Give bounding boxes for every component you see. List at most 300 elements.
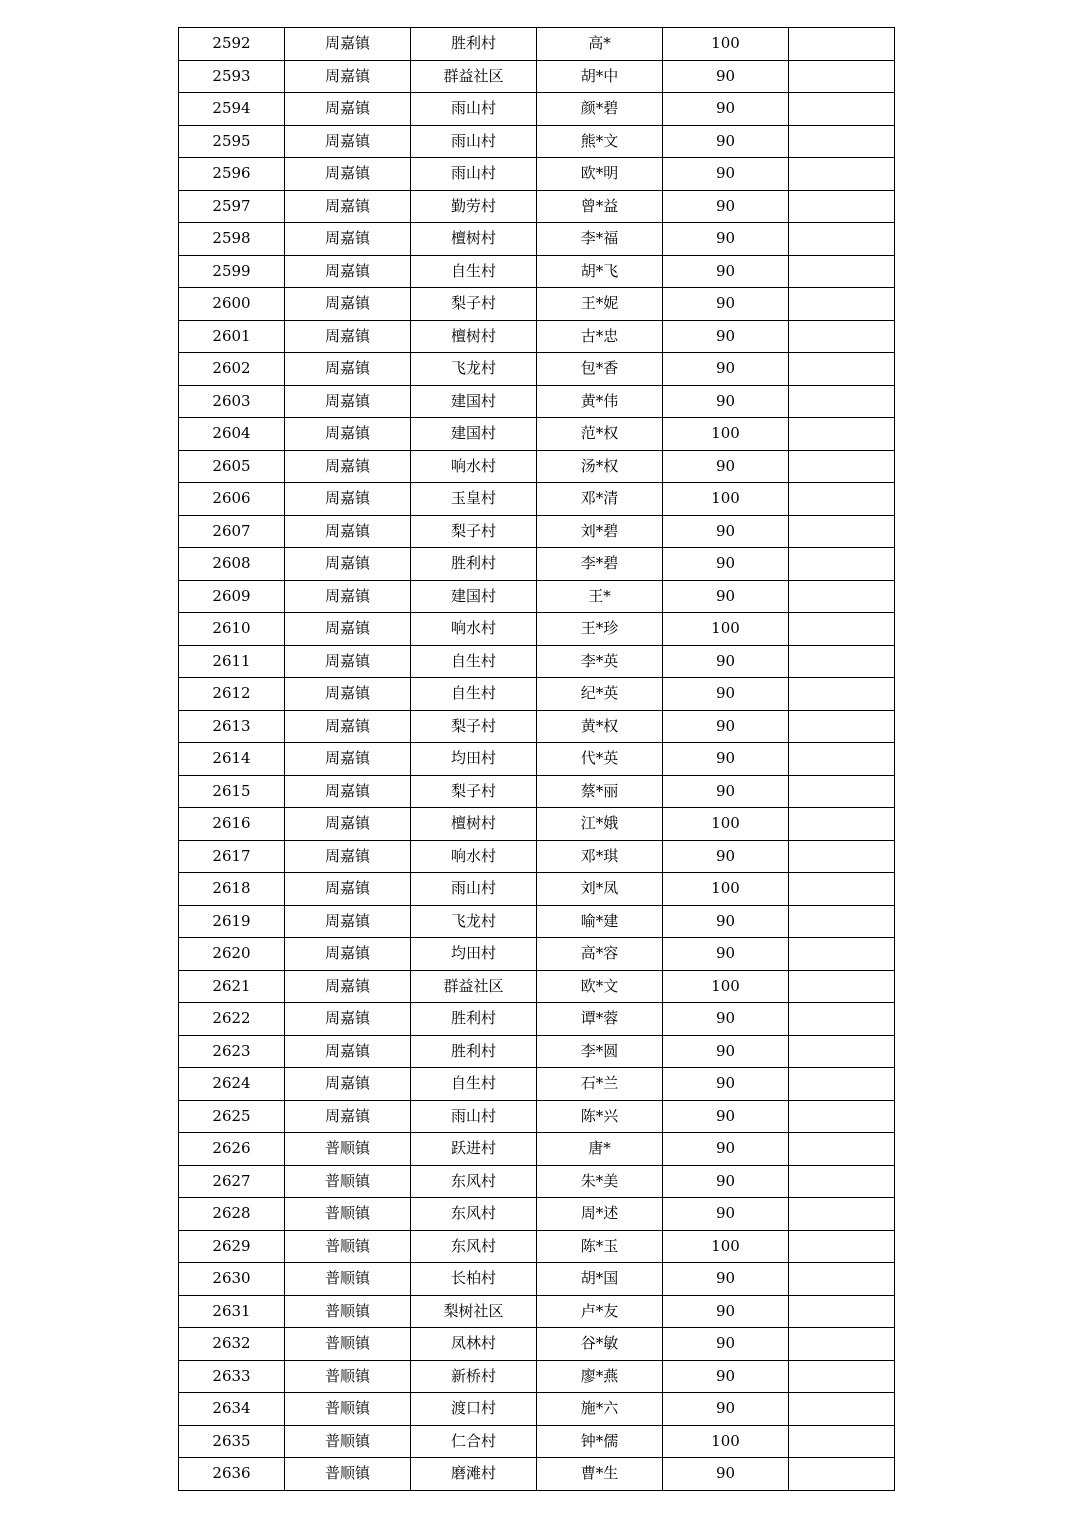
cell-village: 梨子村	[411, 710, 537, 743]
cell-number: 2619	[179, 905, 285, 938]
cell-amount: 100	[663, 483, 789, 516]
cell-number: 2617	[179, 840, 285, 873]
cell-amount: 90	[663, 515, 789, 548]
cell-village: 东风村	[411, 1198, 537, 1231]
table-row	[179, 1198, 895, 1231]
cell-name: 李*福	[537, 223, 663, 256]
cell-village: 胜利村	[411, 548, 537, 581]
cell-number: 2621	[179, 970, 285, 1003]
cell-note	[789, 938, 895, 971]
cell-note	[789, 1133, 895, 1166]
cell-name: 代*英	[537, 743, 663, 776]
cell-amount: 90	[663, 158, 789, 191]
table-row	[179, 808, 895, 841]
cell-number: 2624	[179, 1068, 285, 1101]
cell-town: 周嘉镇	[285, 255, 411, 288]
cell-amount: 90	[663, 1003, 789, 1036]
cell-number: 2630	[179, 1263, 285, 1296]
cell-town: 普顺镇	[285, 1295, 411, 1328]
cell-name: 古*忠	[537, 320, 663, 353]
cell-town: 普顺镇	[285, 1230, 411, 1263]
cell-note	[789, 1068, 895, 1101]
cell-amount: 90	[663, 1458, 789, 1491]
cell-note	[789, 450, 895, 483]
cell-name: 颜*碧	[537, 93, 663, 126]
cell-town: 周嘉镇	[285, 223, 411, 256]
table-row	[179, 743, 895, 776]
cell-name: 谷*敏	[537, 1328, 663, 1361]
cell-note	[789, 353, 895, 386]
cell-amount: 90	[663, 190, 789, 223]
cell-number: 2611	[179, 645, 285, 678]
cell-number: 2625	[179, 1100, 285, 1133]
table-row	[179, 1360, 895, 1393]
cell-amount: 90	[663, 743, 789, 776]
cell-amount: 90	[663, 840, 789, 873]
cell-note	[789, 1393, 895, 1426]
table-row	[179, 1328, 895, 1361]
cell-note	[789, 1003, 895, 1036]
cell-village: 雨山村	[411, 158, 537, 191]
cell-number: 2632	[179, 1328, 285, 1361]
cell-name: 刘*凤	[537, 873, 663, 906]
table-row	[179, 93, 895, 126]
cell-village: 建国村	[411, 385, 537, 418]
cell-number: 2597	[179, 190, 285, 223]
cell-amount: 100	[663, 1230, 789, 1263]
cell-name: 唐*	[537, 1133, 663, 1166]
cell-amount: 90	[663, 60, 789, 93]
cell-number: 2596	[179, 158, 285, 191]
table-body	[179, 28, 895, 1491]
cell-number: 2631	[179, 1295, 285, 1328]
cell-town: 周嘉镇	[285, 678, 411, 711]
table-row	[179, 320, 895, 353]
cell-note	[789, 190, 895, 223]
cell-amount: 90	[663, 1198, 789, 1231]
cell-note	[789, 1165, 895, 1198]
table-row	[179, 1425, 895, 1458]
cell-note	[789, 613, 895, 646]
cell-name: 王*珍	[537, 613, 663, 646]
cell-note	[789, 28, 895, 61]
cell-amount: 90	[663, 580, 789, 613]
table-row	[179, 1263, 895, 1296]
cell-amount: 90	[663, 288, 789, 321]
cell-number: 2604	[179, 418, 285, 451]
cell-town: 周嘉镇	[285, 1035, 411, 1068]
table-row	[179, 1068, 895, 1101]
table-row	[179, 385, 895, 418]
cell-village: 胜利村	[411, 28, 537, 61]
subsidy-list-table	[178, 27, 895, 1491]
cell-village: 东风村	[411, 1230, 537, 1263]
cell-name: 陈*玉	[537, 1230, 663, 1263]
cell-amount: 100	[663, 418, 789, 451]
cell-name: 谭*蓉	[537, 1003, 663, 1036]
cell-town: 周嘉镇	[285, 288, 411, 321]
cell-village: 均田村	[411, 938, 537, 971]
cell-name: 胡*中	[537, 60, 663, 93]
cell-number: 2603	[179, 385, 285, 418]
cell-town: 周嘉镇	[285, 60, 411, 93]
cell-number: 2618	[179, 873, 285, 906]
cell-amount: 90	[663, 1393, 789, 1426]
cell-note	[789, 548, 895, 581]
cell-note	[789, 775, 895, 808]
cell-amount: 90	[663, 548, 789, 581]
cell-town: 周嘉镇	[285, 320, 411, 353]
cell-note	[789, 970, 895, 1003]
table-row	[179, 223, 895, 256]
cell-town: 周嘉镇	[285, 28, 411, 61]
cell-amount: 90	[663, 1165, 789, 1198]
cell-note	[789, 808, 895, 841]
cell-village: 胜利村	[411, 1035, 537, 1068]
cell-village: 仁合村	[411, 1425, 537, 1458]
table-row	[179, 515, 895, 548]
cell-town: 周嘉镇	[285, 808, 411, 841]
table-row	[179, 125, 895, 158]
cell-town: 普顺镇	[285, 1393, 411, 1426]
cell-village: 胜利村	[411, 1003, 537, 1036]
cell-town: 普顺镇	[285, 1198, 411, 1231]
cell-town: 周嘉镇	[285, 515, 411, 548]
cell-amount: 90	[663, 1328, 789, 1361]
cell-name: 喻*建	[537, 905, 663, 938]
table-row	[179, 1230, 895, 1263]
cell-name: 陈*兴	[537, 1100, 663, 1133]
cell-village: 磨滩村	[411, 1458, 537, 1491]
cell-amount: 90	[663, 353, 789, 386]
cell-town: 周嘉镇	[285, 1100, 411, 1133]
cell-number: 2612	[179, 678, 285, 711]
cell-town: 普顺镇	[285, 1133, 411, 1166]
cell-village: 建国村	[411, 580, 537, 613]
cell-amount: 90	[663, 1263, 789, 1296]
cell-name: 纪*英	[537, 678, 663, 711]
cell-town: 周嘉镇	[285, 775, 411, 808]
table-row	[179, 1458, 895, 1491]
cell-name: 欧*文	[537, 970, 663, 1003]
cell-amount: 90	[663, 775, 789, 808]
cell-amount: 90	[663, 320, 789, 353]
cell-name: 邓*琪	[537, 840, 663, 873]
cell-note	[789, 1230, 895, 1263]
table-row	[179, 938, 895, 971]
cell-number: 2602	[179, 353, 285, 386]
cell-note	[789, 1328, 895, 1361]
cell-number: 2634	[179, 1393, 285, 1426]
cell-village: 梨子村	[411, 775, 537, 808]
cell-note	[789, 710, 895, 743]
cell-name: 江*娥	[537, 808, 663, 841]
cell-note	[789, 678, 895, 711]
cell-town: 周嘉镇	[285, 840, 411, 873]
table-row	[179, 970, 895, 1003]
table-row	[179, 353, 895, 386]
cell-name: 朱*美	[537, 1165, 663, 1198]
cell-village: 飞龙村	[411, 905, 537, 938]
cell-village: 檀树村	[411, 223, 537, 256]
cell-number: 2592	[179, 28, 285, 61]
cell-number: 2593	[179, 60, 285, 93]
cell-name: 曾*益	[537, 190, 663, 223]
cell-name: 欧*明	[537, 158, 663, 191]
cell-amount: 90	[663, 1295, 789, 1328]
cell-town: 周嘉镇	[285, 450, 411, 483]
cell-number: 2629	[179, 1230, 285, 1263]
cell-amount: 90	[663, 385, 789, 418]
table-row	[179, 288, 895, 321]
cell-village: 长柏村	[411, 1263, 537, 1296]
cell-note	[789, 1425, 895, 1458]
cell-name: 钟*儒	[537, 1425, 663, 1458]
cell-note	[789, 320, 895, 353]
cell-town: 周嘉镇	[285, 190, 411, 223]
cell-amount: 90	[663, 678, 789, 711]
cell-village: 玉皇村	[411, 483, 537, 516]
cell-town: 周嘉镇	[285, 385, 411, 418]
cell-name: 王*	[537, 580, 663, 613]
cell-village: 梨子村	[411, 288, 537, 321]
table-row	[179, 710, 895, 743]
cell-name: 黄*权	[537, 710, 663, 743]
cell-village: 跃进村	[411, 1133, 537, 1166]
cell-number: 2626	[179, 1133, 285, 1166]
cell-town: 周嘉镇	[285, 970, 411, 1003]
cell-number: 2599	[179, 255, 285, 288]
cell-amount: 90	[663, 1068, 789, 1101]
cell-town: 普顺镇	[285, 1165, 411, 1198]
cell-village: 雨山村	[411, 125, 537, 158]
cell-name: 卢*友	[537, 1295, 663, 1328]
cell-village: 均田村	[411, 743, 537, 776]
cell-town: 周嘉镇	[285, 93, 411, 126]
cell-name: 曹*生	[537, 1458, 663, 1491]
cell-number: 2615	[179, 775, 285, 808]
cell-town: 周嘉镇	[285, 418, 411, 451]
cell-note	[789, 1263, 895, 1296]
cell-village: 飞龙村	[411, 353, 537, 386]
cell-number: 2605	[179, 450, 285, 483]
cell-village: 响水村	[411, 613, 537, 646]
table-row	[179, 580, 895, 613]
cell-name: 黄*伟	[537, 385, 663, 418]
cell-village: 檀树村	[411, 808, 537, 841]
cell-amount: 90	[663, 1133, 789, 1166]
cell-number: 2627	[179, 1165, 285, 1198]
table-row	[179, 645, 895, 678]
cell-town: 周嘉镇	[285, 548, 411, 581]
table-row	[179, 548, 895, 581]
cell-town: 周嘉镇	[285, 905, 411, 938]
cell-number: 2594	[179, 93, 285, 126]
cell-note	[789, 93, 895, 126]
cell-village: 雨山村	[411, 1100, 537, 1133]
cell-number: 2607	[179, 515, 285, 548]
table-row	[179, 1035, 895, 1068]
cell-village: 自生村	[411, 1068, 537, 1101]
cell-name: 熊*文	[537, 125, 663, 158]
table-row	[179, 873, 895, 906]
cell-number: 2614	[179, 743, 285, 776]
cell-note	[789, 1360, 895, 1393]
table-row	[179, 418, 895, 451]
cell-number: 2613	[179, 710, 285, 743]
cell-number: 2628	[179, 1198, 285, 1231]
cell-note	[789, 288, 895, 321]
table-row	[179, 1003, 895, 1036]
cell-note	[789, 873, 895, 906]
cell-town: 普顺镇	[285, 1425, 411, 1458]
table-row	[179, 60, 895, 93]
cell-amount: 100	[663, 808, 789, 841]
cell-town: 周嘉镇	[285, 1068, 411, 1101]
cell-town: 普顺镇	[285, 1360, 411, 1393]
cell-number: 2606	[179, 483, 285, 516]
cell-amount: 90	[663, 1360, 789, 1393]
cell-note	[789, 483, 895, 516]
cell-name: 蔡*丽	[537, 775, 663, 808]
cell-village: 梨子村	[411, 515, 537, 548]
cell-village: 自生村	[411, 255, 537, 288]
cell-note	[789, 840, 895, 873]
cell-note	[789, 1198, 895, 1231]
cell-village: 渡口村	[411, 1393, 537, 1426]
cell-town: 普顺镇	[285, 1458, 411, 1491]
table-row	[179, 905, 895, 938]
cell-village: 自生村	[411, 678, 537, 711]
cell-name: 汤*权	[537, 450, 663, 483]
table-row	[179, 255, 895, 288]
cell-town: 周嘉镇	[285, 613, 411, 646]
table-row	[179, 1295, 895, 1328]
cell-amount: 90	[663, 223, 789, 256]
cell-name: 邓*清	[537, 483, 663, 516]
cell-number: 2600	[179, 288, 285, 321]
cell-town: 周嘉镇	[285, 125, 411, 158]
cell-note	[789, 515, 895, 548]
table-row	[179, 190, 895, 223]
cell-village: 群益社区	[411, 970, 537, 1003]
cell-town: 周嘉镇	[285, 873, 411, 906]
cell-note	[789, 1458, 895, 1491]
cell-village: 勤劳村	[411, 190, 537, 223]
cell-amount: 100	[663, 613, 789, 646]
cell-number: 2616	[179, 808, 285, 841]
cell-village: 凤林村	[411, 1328, 537, 1361]
cell-village: 响水村	[411, 840, 537, 873]
table-row	[179, 1165, 895, 1198]
cell-note	[789, 905, 895, 938]
cell-village: 建国村	[411, 418, 537, 451]
cell-note	[789, 125, 895, 158]
cell-name: 胡*飞	[537, 255, 663, 288]
cell-note	[789, 1295, 895, 1328]
cell-village: 新桥村	[411, 1360, 537, 1393]
cell-amount: 90	[663, 938, 789, 971]
cell-name: 周*述	[537, 1198, 663, 1231]
cell-village: 东风村	[411, 1165, 537, 1198]
cell-number: 2623	[179, 1035, 285, 1068]
cell-town: 周嘉镇	[285, 645, 411, 678]
cell-amount: 90	[663, 1100, 789, 1133]
cell-note	[789, 1100, 895, 1133]
cell-name: 李*英	[537, 645, 663, 678]
cell-town: 周嘉镇	[285, 353, 411, 386]
cell-town: 周嘉镇	[285, 938, 411, 971]
cell-town: 周嘉镇	[285, 743, 411, 776]
cell-amount: 90	[663, 255, 789, 288]
cell-note	[789, 158, 895, 191]
cell-note	[789, 743, 895, 776]
table-row	[179, 840, 895, 873]
cell-amount: 90	[663, 905, 789, 938]
cell-amount: 90	[663, 1035, 789, 1068]
cell-name: 王*妮	[537, 288, 663, 321]
cell-amount: 90	[663, 710, 789, 743]
cell-number: 2620	[179, 938, 285, 971]
cell-amount: 100	[663, 970, 789, 1003]
cell-village: 群益社区	[411, 60, 537, 93]
table-row	[179, 678, 895, 711]
cell-name: 包*香	[537, 353, 663, 386]
cell-town: 周嘉镇	[285, 710, 411, 743]
cell-village: 自生村	[411, 645, 537, 678]
cell-number: 2598	[179, 223, 285, 256]
table-row	[179, 1100, 895, 1133]
table-row	[179, 483, 895, 516]
cell-number: 2636	[179, 1458, 285, 1491]
cell-number: 2608	[179, 548, 285, 581]
cell-number: 2595	[179, 125, 285, 158]
cell-name: 高*容	[537, 938, 663, 971]
cell-village: 梨树社区	[411, 1295, 537, 1328]
cell-amount: 100	[663, 28, 789, 61]
cell-number: 2622	[179, 1003, 285, 1036]
cell-village: 响水村	[411, 450, 537, 483]
cell-note	[789, 418, 895, 451]
cell-note	[789, 645, 895, 678]
cell-note	[789, 385, 895, 418]
cell-number: 2633	[179, 1360, 285, 1393]
cell-number: 2610	[179, 613, 285, 646]
table-row	[179, 613, 895, 646]
cell-amount: 90	[663, 93, 789, 126]
cell-note	[789, 255, 895, 288]
cell-name: 廖*燕	[537, 1360, 663, 1393]
table-row	[179, 158, 895, 191]
table-row	[179, 1133, 895, 1166]
cell-name: 施*六	[537, 1393, 663, 1426]
cell-town: 普顺镇	[285, 1328, 411, 1361]
cell-number: 2609	[179, 580, 285, 613]
table-row	[179, 28, 895, 61]
cell-village: 雨山村	[411, 93, 537, 126]
cell-note	[789, 580, 895, 613]
cell-amount: 90	[663, 645, 789, 678]
cell-village: 雨山村	[411, 873, 537, 906]
cell-name: 胡*国	[537, 1263, 663, 1296]
cell-name: 李*碧	[537, 548, 663, 581]
cell-note	[789, 60, 895, 93]
cell-name: 刘*碧	[537, 515, 663, 548]
cell-village: 檀树村	[411, 320, 537, 353]
cell-number: 2635	[179, 1425, 285, 1458]
cell-town: 周嘉镇	[285, 1003, 411, 1036]
cell-amount: 90	[663, 125, 789, 158]
